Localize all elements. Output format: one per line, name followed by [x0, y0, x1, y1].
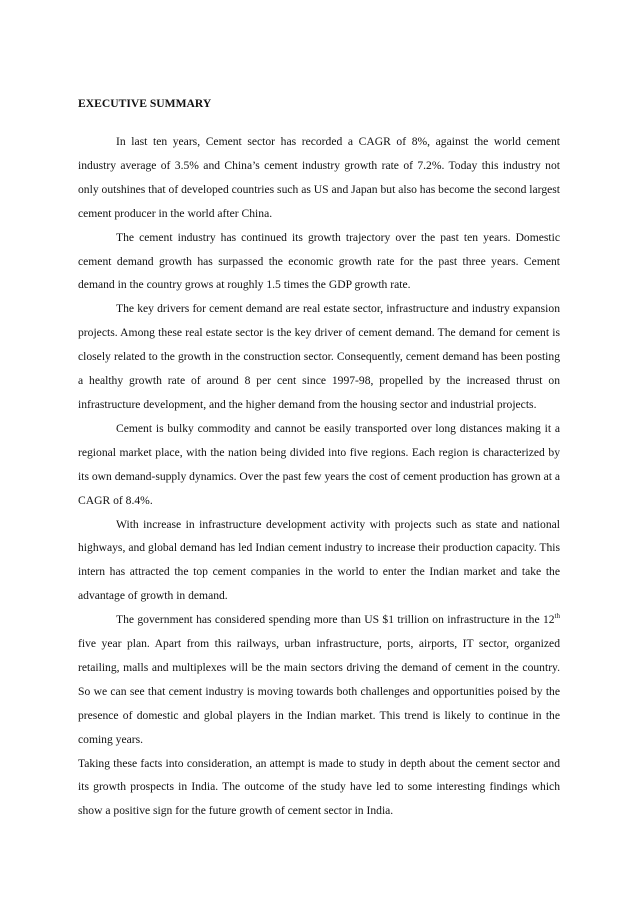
paragraph-growth-trajectory: The cement industry has continued its growth trajectory over the past ten years. Domestic cement demand growth has surpassed the economic growth rate for the past three years. Cement demand in the country grows at roughly 1.5 times the GDP growth rate. — [78, 230, 560, 292]
paragraph-government-text-end: five year plan. Apart from this railways, urban infrastructure, ports, airports, IT sector, organized retailing, malls and multiplexes will be the main sectors driving the demand of cement in the country. So we can see that cement industry is moving towards both challenges and opportunities poised by the presence of domestic and global players in the Indian market. This trend is likely to continue in the coming years. — [78, 637, 560, 746]
section-heading: EXECUTIVE SUMMARY — [78, 97, 212, 110]
paragraph-government-text-start: The government has considered spending more than US $1 trillion on infrastructure in the 12 — [116, 613, 555, 627]
document-body — [78, 96, 560, 823]
paragraph-infrastructure: With increase in infrastructure development activity with projects such as state and national highways, and global demand has led Indian cement industry to increase their production capacity. This intern has attracted the top cement companies in the world to enter the Indian market and take the advantage of growth in demand. — [78, 517, 560, 603]
paragraph-conclusion: Taking these facts into consideration, an attempt is made to study in depth about the cement sector and its growth prospects in India. The outcome of the study have led to some interesting findings which show a positive sign for the future growth of cement sector in India. — [78, 756, 560, 818]
paragraph-government-spending — [78, 608, 560, 751]
paragraph-key-drivers: The key drivers for cement demand are real estate sector, infrastructure and industry expansion projects. Among these real estate sector is the key driver of cement demand. The demand for cement is closely related to the growth in the construction sector. Consequently, cement demand has been posting a healthy growth rate of around 8 per cent since 1997-98, propelled by the increased thrust on infrastructure development, and the higher demand from the housing sector and industrial projects. — [78, 302, 560, 411]
superscript-th: th — [554, 612, 560, 621]
paragraph-regional-market: Cement is bulky commodity and cannot be easily transported over long distances making it a regional market place, with the nation being divided into five regions. Each region is characterized by its own demand-supply dynamics. Over the past few years the cost of cement production has grown at a CAGR of 8.4%. — [78, 421, 560, 507]
paragraph-cagr: In last ten years, Cement sector has recorded a CAGR of 8%, against the world cement industry average of 3.5% and China’s cement industry growth rate of 7.2%. Today this industry not only outshines that of developed countries such as US and Japan but also has become the second largest cement producer in the world after China. — [78, 135, 560, 220]
